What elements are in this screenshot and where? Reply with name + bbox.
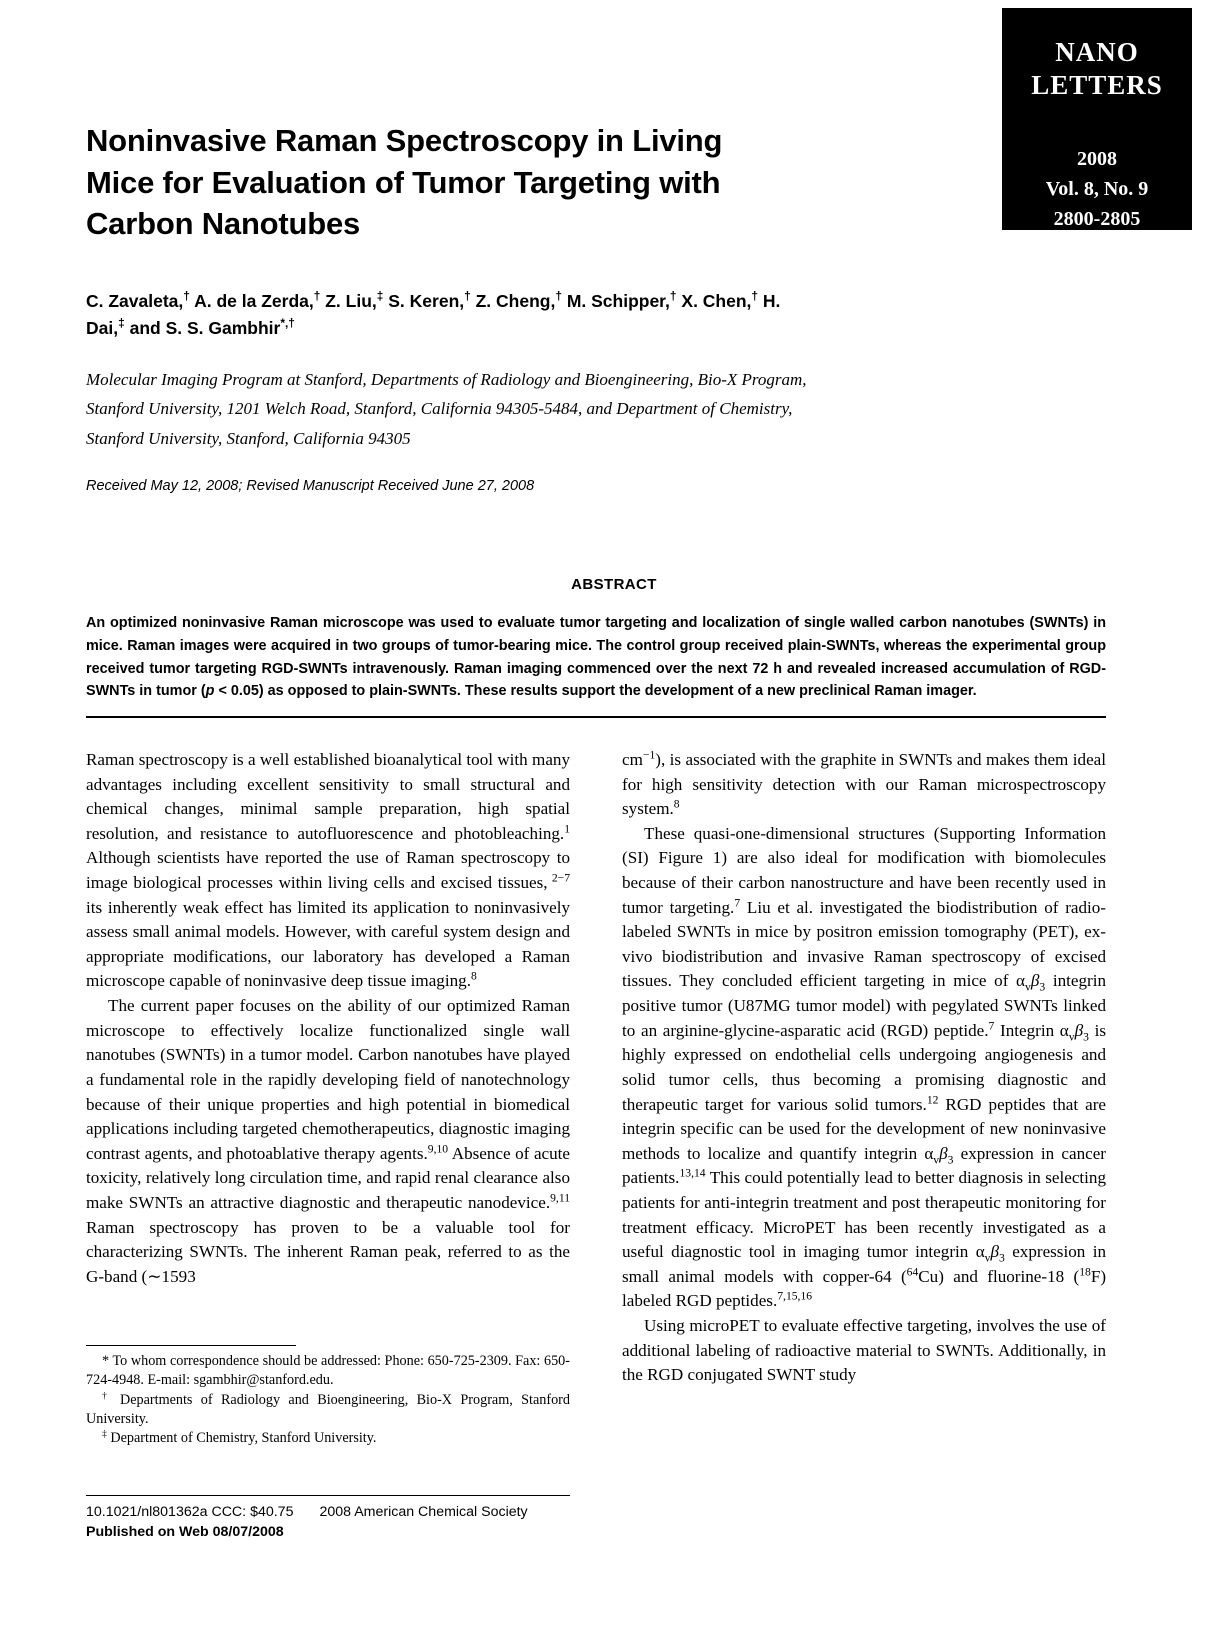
abstract-text: An optimized noninvasive Raman microscope was used to evaluate tumor targeting and localization of single walled carbon nanotubes (SWNTs) in mice. Raman images were acquired in two groups of tumor-bearing mice. The control group received plain-SWNTs, whereas the experimental group received tumor targeting RGD-SWNTs intravenously. Raman imaging commenced over the next 72 h and revealed increased accumulation of RGD-SWNTs in tumor (p < 0.05) as opposed to plain-SWNTs. These results support the development of a new preclinical Raman imager. [86,615,1106,700]
footer-divider [86,1495,570,1496]
footnote-correspondence: * To whom correspondence should be addressed: Phone: 650-725-2309. Fax: 650-724-4948. E-mail: sgambhir@stanford.edu. [86,1353,570,1389]
journal-name [1002,36,1192,102]
journal-name-line2: LETTERS [1031,69,1163,100]
copyright-text: 2008 American Chemical Society [319,1504,528,1520]
affiliation: Molecular Imaging Program at Stanford, Departments of Radiology and Bioengineering, Bio-X Program, Stanford University, 1201 Welch Road, Stanford, California 94305-5484, and Department of Chemistry, Stanford University, Stanford, California 94305 [86,370,807,448]
paragraph: $cm^{-1}$), is associated with the graphite in SWNTs and makes them ideal for high sensitivity detection with our Raman microspectroscopy system.$^8$ [622,748,1106,819]
journal-year: 2008 [1077,147,1117,170]
received-dates: Received May 12, 2008; Revised Manuscript Received June 27, 2008 [86,478,535,494]
paragraph: Raman spectroscopy is a well established bioanalytical tool with many advantages including excellent sensitivity to small structural and chemical changes, minimal sample preparation, high spatial resolution, and resistance to autofluorescence and photobleaching.$^1$ Although scientists have reported the use of Raman spectroscopy to image biological processes within living cells and excised tissues, $^{2-7}$ its inherently weak effect has limited its application to noninvasively assess small animal models. However, with careful system design and appropriate modifications, our laboratory has developed a Raman microscope capable of noninvasive deep tissue imaging.$^8$ [86,750,571,991]
footnote-dagger: † Departments of Radiology and Bioengineering, Bio-X Program, Stanford University. [86,1389,570,1427]
paragraph: These quasi-one-dimensional structures (Supporting Information (SI) Figure 1) are also ideal for modification with biomolecules because of their carbon nanostructure and have been recently used in tumor targeting.$^7$ Liu et al. investigated the biodistribution of radio-labeled SWNTs in mice by positron emission tomography (PET), ex-vivo biodistribution and invasive Raman spectroscopy of excised tissues. They concluded efficient targeting in mice of $\alpha_v\beta_3$ integrin positive tumor (U87MG tumor model) with pegylated SWNTs linked to an arginine-glycine-asparatic acid (RGD) peptide.$^7$ Integrin $\alpha_v\beta_3$ is highly expressed on endothelial cells undergoing angiogenesis and solid tumor cells, thus becoming a promising diagnostic and therapeutic target for various solid tumors.$^{12}$ RGD peptides that are integrin specific can be used for the development of new noninvasive methods to localize and quantify integrin $\alpha_v\beta_3$ expression in cancer patients.$^{13,14}$ This could potentially lead to better diagnosis in selecting patients for anti-integrin treatment and post therapeutic monitoring for treatment efficacy. MicroPET has been recently investigated as a useful diagnostic tool in imaging tumor integrin $\alpha_v\beta_3$ expression in small animal models with copper-64 ($^{64}$Cu) and fluorine-18 ($^{18}$F) labeled RGD peptides.$^{7,15,16}$ [622,823,1107,1311]
doi-text: 10.1021/nl801362a CCC: $40.75 [86,1504,294,1520]
author-list: C. Zavaleta,† A. de la Zerda,† Z. Liu,‡ S. Keren,† Z. Cheng,† M. Schipper,† X. Chen,† H. Dai,‡ and S. S. Gambhir*,† [86,289,781,339]
footnote-double-dagger: ‡ Department of Chemistry, Stanford University. [102,1428,377,1447]
footnote-divider [86,1345,296,1346]
journal-pages: 2800-2805 [1053,207,1141,230]
published-date: Published on Web 08/07/2008 [86,1524,284,1541]
footnotes [86,1352,570,1449]
paragraph: The current paper focuses on the ability of our optimized Raman microscope to effectively localize functionalized single wall nanotubes (SWNTs) in a tumor model. Carbon nanotubes have played a fundamental role in the rapidly developing field of nanotechnology because of their unique properties and high potential in biomedical applications including targeted chemotherapeutics, diagnostic imaging contrast agents, and photoablative therapy agents.$^{9,10}$ Absence of acute toxicity, relatively long circulation time, and rapid renal clearance also make SWNTs an attractive diagnostic and therapeutic nanodevice.$^{9,11}$ Raman spectroscopy has proven to be a valuable tool for characterizing SWNTs. The inherent Raman peak, referred to as the G-band (∼1593 [86,996,570,1286]
page-footer [86,1502,646,1542]
journal-name-line1: NANO [1055,37,1139,67]
paragraph: Using microPET to evaluate effective targeting, involves the use of additional labeling of radioactive material to SWNTs. Additionally, in the RGD conjugated SWNT study [622,1316,1106,1385]
body-column-left [86,748,570,1289]
article-title: Noninvasive Raman Spectroscopy in Living Mice for Evaluation of Tumor Targeting with Carbon Nanotubes [86,123,723,242]
body-column-right [622,748,1106,1388]
abstract-heading: ABSTRACT [571,576,657,593]
journal-issue-info [1002,144,1192,234]
journal-volume: Vol. 8, No. 9 [1045,177,1149,200]
abstract-divider [86,716,1106,718]
journal-badge [1002,8,1192,230]
